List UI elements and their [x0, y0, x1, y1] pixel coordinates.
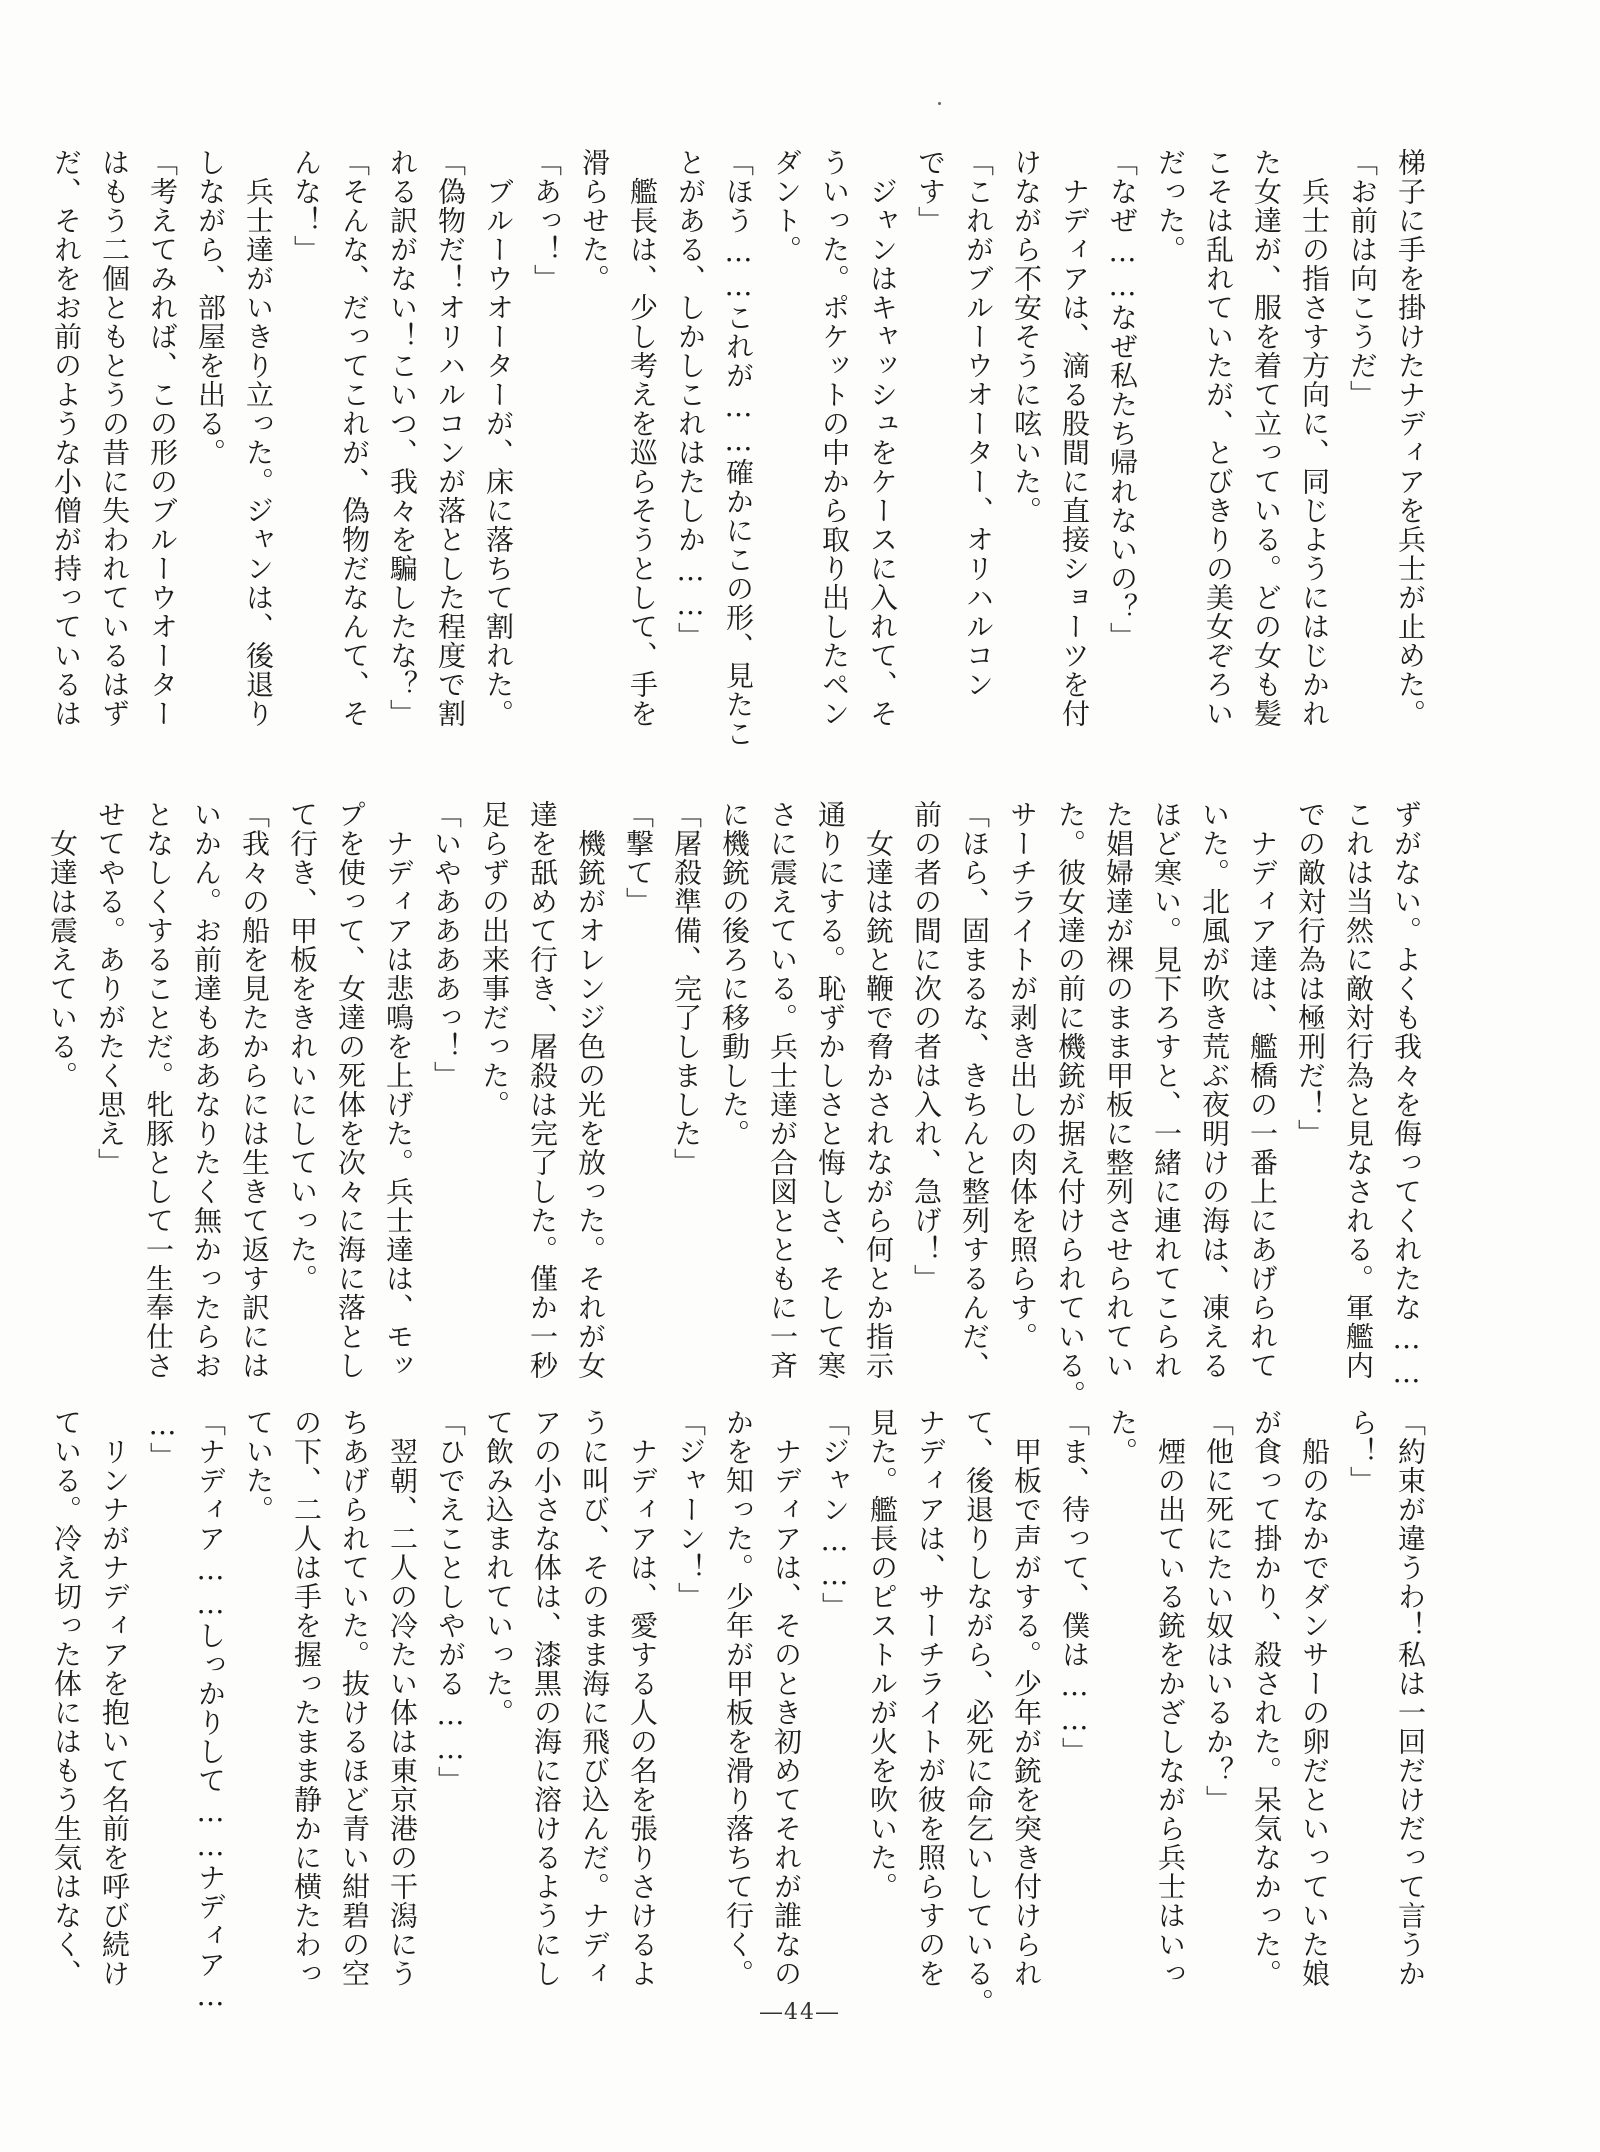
- text-line: です」: [914, 148, 947, 235]
- text-line: に機銃の後ろに移動した。: [718, 800, 751, 1148]
- text-line: だった。: [1154, 148, 1187, 264]
- text-line: 「他に死にたい奴はいるか？」: [1202, 1408, 1235, 1814]
- text-line: リンナがナディアを抱いて名前を呼び続け: [98, 1408, 131, 1988]
- text-line: た。彼女達の前に機銃が据え付けられている。: [1054, 800, 1087, 1409]
- text-line: ナディアは、サーチライトが彼を照らすのを: [914, 1408, 947, 1988]
- text-line: はもう二個ともとうの昔に失われているはず: [98, 148, 131, 728]
- text-line: 「ナディア……しっかりして……ナディア…: [194, 1408, 227, 2013]
- text-line: ちあげられていた。抜けるほど青い紺碧の空: [338, 1408, 371, 1988]
- text-line: とがある、しかしこれはたしか……」: [674, 148, 707, 651]
- text-line: ジャンはキャッシュをケースに入れて、そ: [866, 148, 899, 728]
- text-line: さに震えている。兵士達が合図とともに一斉: [766, 800, 799, 1380]
- text-line: ナディアは、滴る股間に直接ショーツを付: [1058, 148, 1091, 728]
- text-line: た女達が、服を着て立っている。どの女も髪: [1250, 148, 1283, 728]
- text-block-bottom: [50, 1408, 1434, 2028]
- text-line: ている。冷え切った体にはもう生気はなく、: [50, 1408, 83, 1988]
- text-line: サーチライトが剥き出しの肉体を照らす。: [1006, 800, 1039, 1351]
- text-line: ナディアは、そのとき初めてそれが誰なの: [770, 1408, 803, 1988]
- text-line: 「これがブルーウオーター、オリハルコン: [962, 148, 995, 699]
- text-line: うに叫び、そのまま海に飛び込んだ。ナディ: [578, 1408, 611, 1988]
- page-number: ―44―: [760, 2000, 840, 2025]
- text-line: が食って掛かり、殺された。呆気なかった。: [1250, 1408, 1283, 1988]
- text-line: こそは乱れていたが、とびきりの美女ぞろい: [1202, 148, 1235, 728]
- text-line: ら！」: [1346, 1408, 1379, 1495]
- text-line: 「ほら、固まるな、きちんと整列するんだ、: [958, 800, 991, 1380]
- text-line: 女達は銃と鞭で脅かされながら何とか指示: [862, 800, 895, 1380]
- text-line: アの小さな体は、漆黒の海に溶けるようにし: [530, 1408, 563, 1988]
- text-line: 艦長は、少し考えを巡らそうとして、手を: [626, 148, 659, 728]
- text-line: 煙の出ている銃をかざしながら兵士はいっ: [1154, 1408, 1187, 1988]
- text-line: だ、それをお前のような小僧が持っているは: [50, 148, 83, 728]
- text-line: れる訳がない！こいつ、我々を騙したな？」: [386, 148, 419, 728]
- text-line: た。: [1106, 1408, 1139, 1466]
- text-line: 船のなかでダンサーの卵だといっていた娘: [1298, 1408, 1331, 1988]
- text-line: ずがない。よくも我々を侮ってくれたな……: [1390, 800, 1423, 1390]
- text-line: 「ひでえことしやがる……」: [434, 1408, 467, 1795]
- text-line: 女達は震えている。: [46, 800, 79, 1090]
- scan-speck: [938, 102, 941, 105]
- text-line: 「考えてみれば、この形のブルーウオーター: [146, 148, 179, 728]
- text-line: 滑らせた。: [578, 148, 611, 293]
- text-line: 甲板で声がする。少年が銃を突き付けられ: [1010, 1408, 1043, 1988]
- text-line: せてやる。ありがたく思え」: [94, 800, 127, 1177]
- text-line: 兵士の指さす方向に、同じようにはじかれ: [1298, 148, 1331, 728]
- text-line: …」: [146, 1408, 179, 1471]
- text-line: んな！」: [290, 148, 323, 264]
- text-line: かを知った。少年が甲板を滑り落ちて行く。: [722, 1408, 755, 1988]
- text-line: ほど寒い。見下ろすと、一緒に連れてこられ: [1150, 800, 1183, 1380]
- text-block-top: [50, 148, 1434, 796]
- text-line: 「偽物だ！オリハルコンが落とした程度で割: [434, 148, 467, 728]
- text-line: これは当然に敵対行為と見なされる。軍艦内: [1342, 800, 1375, 1380]
- text-line: 前の者の間に次の者は入れ、急げ！」: [910, 800, 943, 1293]
- text-line: ういった。ポケットの中から取り出したペン: [818, 148, 851, 728]
- text-line: 「約束が違うわ！私は一回だけだって言うか: [1394, 1408, 1427, 1988]
- text-line: 足らずの出来事だった。: [478, 800, 511, 1119]
- text-line: ナディアは、愛する人の名を張りさけるよ: [626, 1408, 659, 1988]
- text-line: 翌朝、二人の冷たい体は東京港の干潟にう: [386, 1408, 419, 1988]
- text-line: て飲み込まれていった。: [482, 1408, 515, 1727]
- text-line: ダント。: [770, 148, 803, 264]
- text-line: ブルーウオーターが、床に落ちて割れた。: [482, 148, 515, 728]
- text-line: 「ま、待って、僕は……」: [1058, 1408, 1091, 1766]
- text-line: 「いやああああっ！」: [430, 800, 463, 1090]
- text-line: ナディアは悲鳴を上げた。兵士達は、モッ: [382, 800, 415, 1380]
- text-line: 通りにする。恥ずかしさと悔しさ、そして寒: [814, 800, 847, 1380]
- text-line: 「お前は向こうだ」: [1346, 148, 1379, 409]
- text-line: 「ジャーン！」: [674, 1408, 707, 1611]
- text-line: しながら、部屋を出る。: [194, 148, 227, 467]
- text-line: 「あっ！」: [530, 148, 563, 293]
- text-line: での敵対行為は極刑だ！」: [1294, 800, 1327, 1148]
- text-block-middle: [46, 800, 1430, 1409]
- text-line: ていた。: [242, 1408, 275, 1524]
- text-line: 「撃て」: [622, 800, 655, 916]
- text-line: 「ジャン……」: [818, 1408, 851, 1621]
- text-line: 達を舐めて行き、屠殺は完了した。僅か一秒: [526, 800, 559, 1380]
- text-line: 見た。艦長のピストルが火を吹いた。: [866, 1408, 899, 1901]
- text-line: 機銃がオレンジ色の光を放った。それが女: [574, 800, 607, 1380]
- text-line: 「我々の船を見たからには生きて返す訳には: [238, 800, 271, 1380]
- text-line: の下、二人は手を握ったまま静かに横たわっ: [290, 1408, 323, 1988]
- text-line: 「なぜ……なぜ私たち帰れないの？」: [1106, 148, 1139, 651]
- text-line: 「ほう……これが……確かにこの形、見たこ: [722, 148, 755, 748]
- text-line: て行き、甲板をきれいにしていった。: [286, 800, 319, 1293]
- text-line: 「屠殺準備、完了しました」: [670, 800, 703, 1177]
- text-line: ナディア達は、艦橋の一番上にあげられて: [1246, 800, 1279, 1380]
- text-line: けながら不安そうに呟いた。: [1010, 148, 1043, 525]
- text-line: プを使って、女達の死体を次々に海に落とし: [334, 800, 367, 1380]
- text-line: 梯子に手を掛けたナディアを兵士が止めた。: [1394, 148, 1427, 728]
- text-line: て、後退りしながら、必死に命乞いしている。: [962, 1408, 995, 2017]
- text-line: 「そんな、だってこれが、偽物だなんて、そ: [338, 148, 371, 728]
- text-line: 兵士達がいきり立った。ジャンは、後退り: [242, 148, 275, 728]
- text-line: となしくすることだ。牝豚として一生奉仕さ: [142, 800, 175, 1380]
- text-line: いかん。お前達もああなりたく無かったらお: [190, 800, 223, 1380]
- text-line: いた。北風が吹き荒ぶ夜明けの海は、凍える: [1198, 800, 1231, 1380]
- text-line: た娼婦達が裸のまま甲板に整列させられてい: [1102, 800, 1135, 1380]
